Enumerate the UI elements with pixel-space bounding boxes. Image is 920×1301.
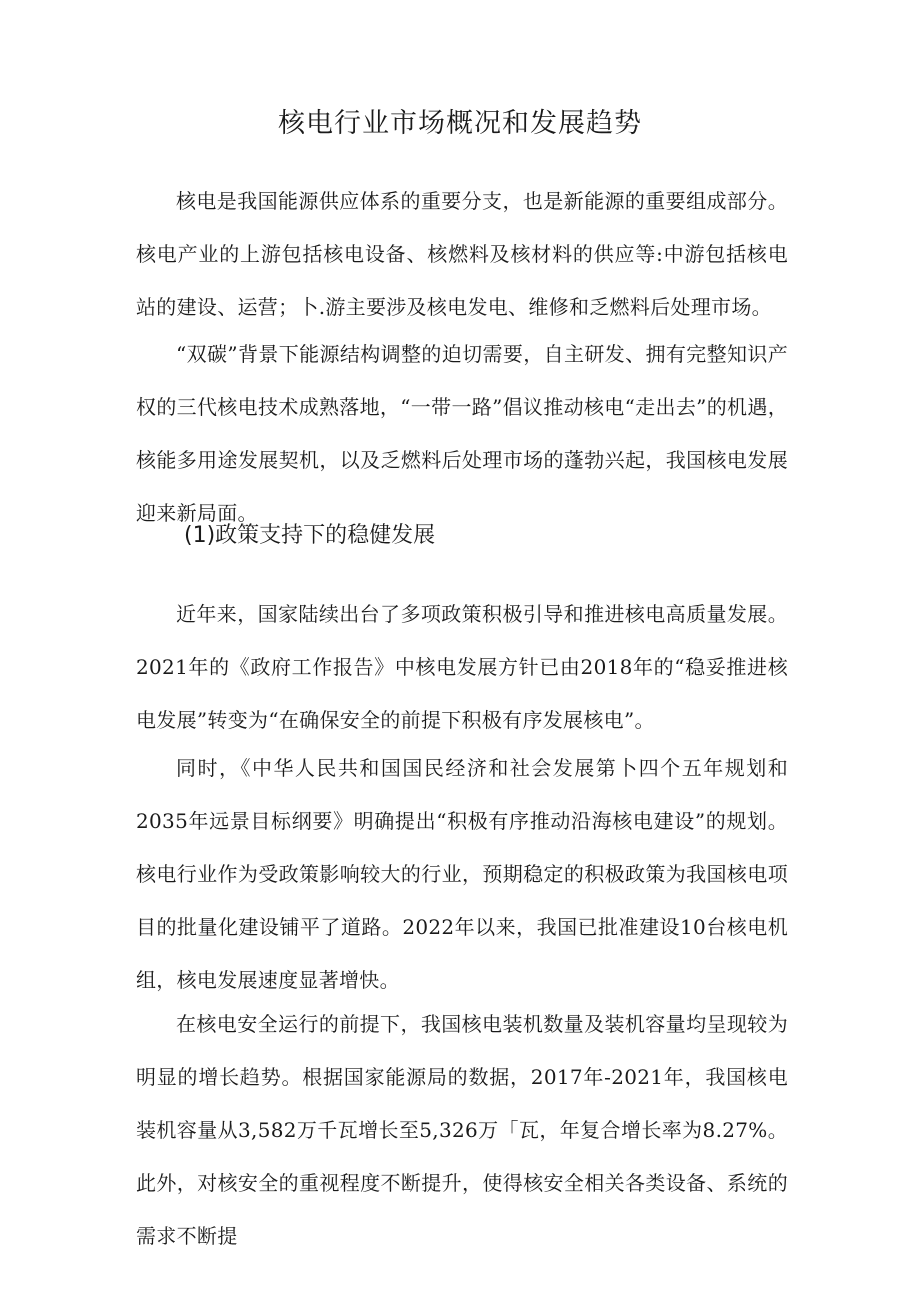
paragraph-installed-capacity: 在核电安全运行的前提下，我国核电装机数量及装机容量均呈现较为明显的增长趋势。根据国家能源局的数据，2017年-2021年，我国核电装机容量从3,582万千瓦增长至5,326万「瓦，年复合增长率为8.27%。此外，对核安全的重视程度不断提升，使得核安全相关各类设备、系统的需求不断提 [136, 1012, 788, 1248]
paragraph-five-year-plan: 同时，《中华人民共和国国民经济和社会发展第卜四个五年规划和2035年远景目标纲要》明确提出“积极有序推动沿海核电建设”的规划。核电行业作为受政策影响较大的行业，预期稳定的积极政策为我国核电项目的批量化建设铺平了道路。2022年以来，我国已批准建设10台核电机组，核电发展速度显著增快。 [136, 756, 788, 992]
paragraph-new-situation: “双碳”背景下能源结构调整的迫切需要，自主研发、拥有完整知识产权的三代核电技术成熟落地，“一带一路”倡议推动核电“走出去”的机遇，核能多用途发展契机，以及乏燃料后处理市场的蓬勃兴起，我国核电发展迎来新局面。 [136, 342, 788, 525]
paragraph-industry-chain: 核电是我国能源供应体系的重要分支，也是新能源的重要组成部分。核电产业的上游包括核电设备、核燃料及核材料的供应等:中游包括核电站的建设、运营；卜.游主要涉及核电发电、维修和乏燃料后处理市场。 [136, 189, 788, 319]
paragraph-policy-guidance: 近年来，国家陆续出台了多项政策积极引导和推进核电高质量发展。2021年的《政府工作报告》中核电发展方针已由2018年的“稳妥推进核电发展”转变为“在确保安全的前提下积极有序发展核电”。 [136, 602, 788, 732]
page-title: 核电行业市场概况和发展趋势 [278, 108, 642, 139]
section-heading: (1)政策支持下的稳健发展 [184, 523, 436, 548]
